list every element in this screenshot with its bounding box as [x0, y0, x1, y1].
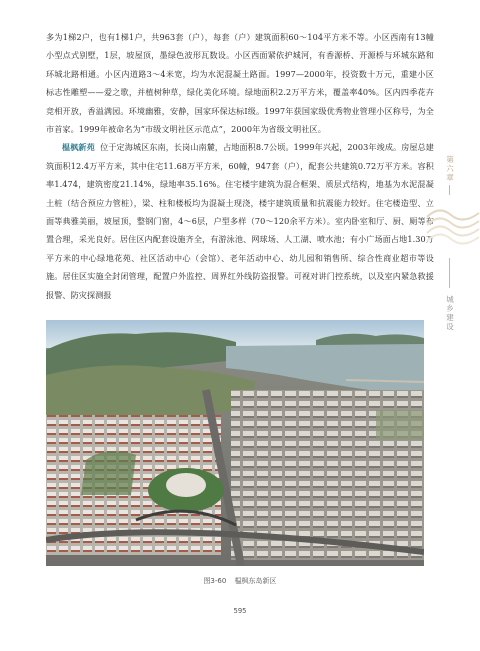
aerial-photo — [46, 320, 424, 566]
figure-number: 图3-60 — [203, 577, 227, 585]
paragraph-2 — [46, 138, 434, 304]
page-number: 595 — [233, 607, 247, 615]
section-label: 城乡建设 — [446, 295, 454, 331]
wave-ornament-icon — [425, 195, 480, 255]
paragraph-1: 多为1梯2户，也有1梯1户，共963套（户），每套（户）建筑面积60～104平方米不等。小区西南有13幢小型点式别墅，1层，坡屋顶，墨绿色波形瓦数设。小区西面紧依护城河，有香源桥、开源桥与环城东路和环城北路相通。小区内道路3～4米宽，均为水泥混凝土路面。1997—2000年，投资数十万元，重建小区标志性雕塑——爱之歌，并植树种草，绿化美化环境。绿地面积2.2万平方米，覆盖率40%。区内四季花卉竞相开放，香溢满园。环境幽雅，安静，国家环保达标Ⅰ级。1997年获国家级优秀物业管理小区称号，为全市首家。1999年被命名为“市级文明社区示范点”，2000年为省级文明社区。 — [46, 32, 434, 135]
paragraph-2-text: 位于定海城区东南，长岗山南麓，占地面积8.7公顷。1999年兴起，2003年竣成。房屋总建筑面积12.4万平方米，其中住宅11.68万平方米，60幢，947套（户），配套公共建筑0.72万平方米。容积率1.474，建筑密度21.14%，绿地率35.16%。住宅楼宇建筑为混合框架、质层式结构，地基为水泥混凝土桩（结合预应力管桩），梁、柱和楼板均为混凝土现浇，楼宇建筑质量和抗震能力较好。住宅楼造型、立面等典雅美丽，坡屋顶，整钢门窗，4～6层，户型多样（70～120余平方米）。室内卧室和厅、厨、厕等布置合理，采光良好。居住区内配套设施齐全，有游泳池、网球场、人工湖、喷水池；有小广场面占地1.30万平方米的中心绿地花苑、社区活动中心（会馆）、老年活动中心、幼儿园和销售所、综合性商业超市等设施。居住区实施全封闭管理，配置户外监控、周界红外线防盗报警。可视对讲门控系统，以及室内紧急救援报警、防灾探测报 — [46, 142, 434, 300]
figure-title: 榅枫东岛新区 — [234, 577, 277, 585]
chapter-label: 第六章 — [446, 155, 454, 182]
section-subheading: 榅枫新苑 — [62, 142, 95, 153]
figure-caption — [0, 576, 480, 586]
sidebar-rule-bottom — [449, 258, 450, 288]
sidebar-rule-top — [449, 185, 450, 195]
main-text — [46, 28, 434, 304]
